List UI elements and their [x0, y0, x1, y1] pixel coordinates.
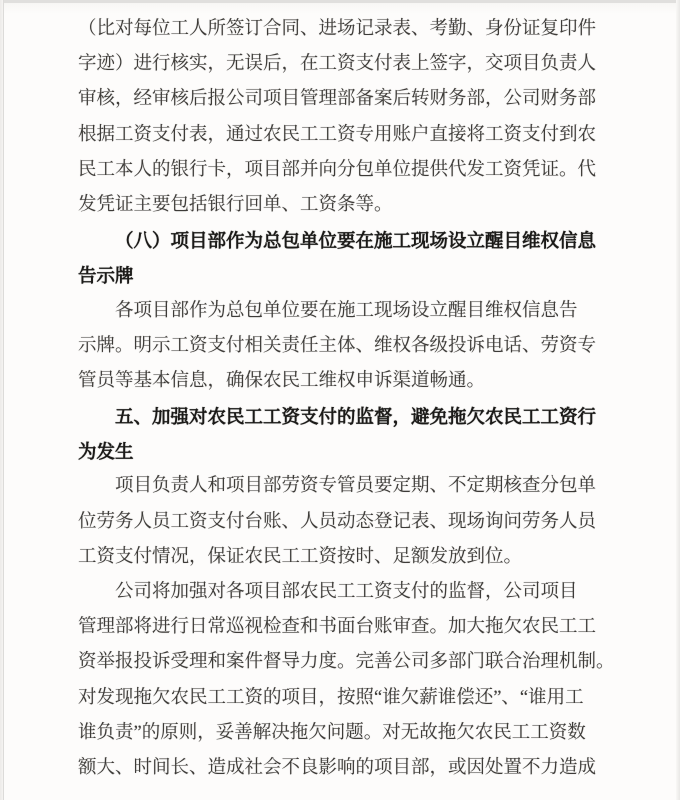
body-line: 根据工资支付表，通过农民工工资专用账户直接将工资支付到农: [78, 124, 597, 145]
body-line: 资举报投诉受理和案件督导力度。完善公司多部门联合治理机制。: [78, 652, 615, 673]
photo-edge-top: [0, 0, 680, 3]
body-line: 谁负责”的原则，妥善解决拖欠问题。对无故拖欠农民工工资数: [78, 722, 586, 743]
body-line: 管员等基本信息，确保农民工维权申诉渠道畅通。: [78, 370, 486, 391]
photo-edge-right: [676, 0, 680, 800]
body-line: 公司将加强对各项目部农民工工资支付的监督，公司项目: [115, 582, 578, 602]
body-line: 字迹）进行核实，无误后，在工资支付表上签字，交项目负责人: [78, 54, 597, 75]
body-line: 各项目部作为总包单位要在施工现场设立醒目维权信息告: [115, 300, 578, 321]
heading-line: 告示牌: [78, 265, 134, 287]
body-line: 示牌。明示工资支付相关责任主体、维权各级投诉电话、劳资专: [78, 335, 597, 356]
body-line: 工资支付情况，保证农民工工资按时、足额发放到位。: [78, 546, 523, 567]
body-line: 对发现拖欠农民工工资的项目，按照“谁欠薪谁偿还”、“谁用工: [78, 687, 584, 708]
body-line: 位劳务人员工资支付台账、人员动态登记表、现场询问劳务人员: [78, 511, 597, 532]
body-line: （比对每位工人所签订合同、进场记录表、考勤、身份证复印件: [78, 19, 597, 39]
body-line: 额大、时间长、造成社会不良影响的项目部，或因处置不力造成: [78, 757, 597, 778]
heading-line: 为发生: [78, 441, 134, 463]
body-line: 民工本人的银行卡，项目部并向分包单位提供代发工资凭证。代: [78, 159, 597, 180]
heading-line: （八）项目部作为总包单位要在施工现场设立醒目维权信息: [115, 230, 597, 252]
photo-edge-left: [0, 0, 4, 800]
body-line: 审核，经审核后报公司项目管理部备案后转财务部，公司财务部: [78, 89, 597, 110]
document-text: [78, 12, 615, 786]
body-line: 发凭证主要包括银行回单、工资条等。: [78, 194, 393, 215]
heading-line: 五、加强对农民工工资支付的监督，避免拖欠农民工工资行: [115, 406, 597, 428]
body-line: 项目负责人和项目部劳资专管员要定期、不定期核查分包单: [115, 476, 597, 497]
body-line: 管理部将进行日常巡视检查和书面台账审查。加大拖欠农民工工: [78, 617, 597, 638]
